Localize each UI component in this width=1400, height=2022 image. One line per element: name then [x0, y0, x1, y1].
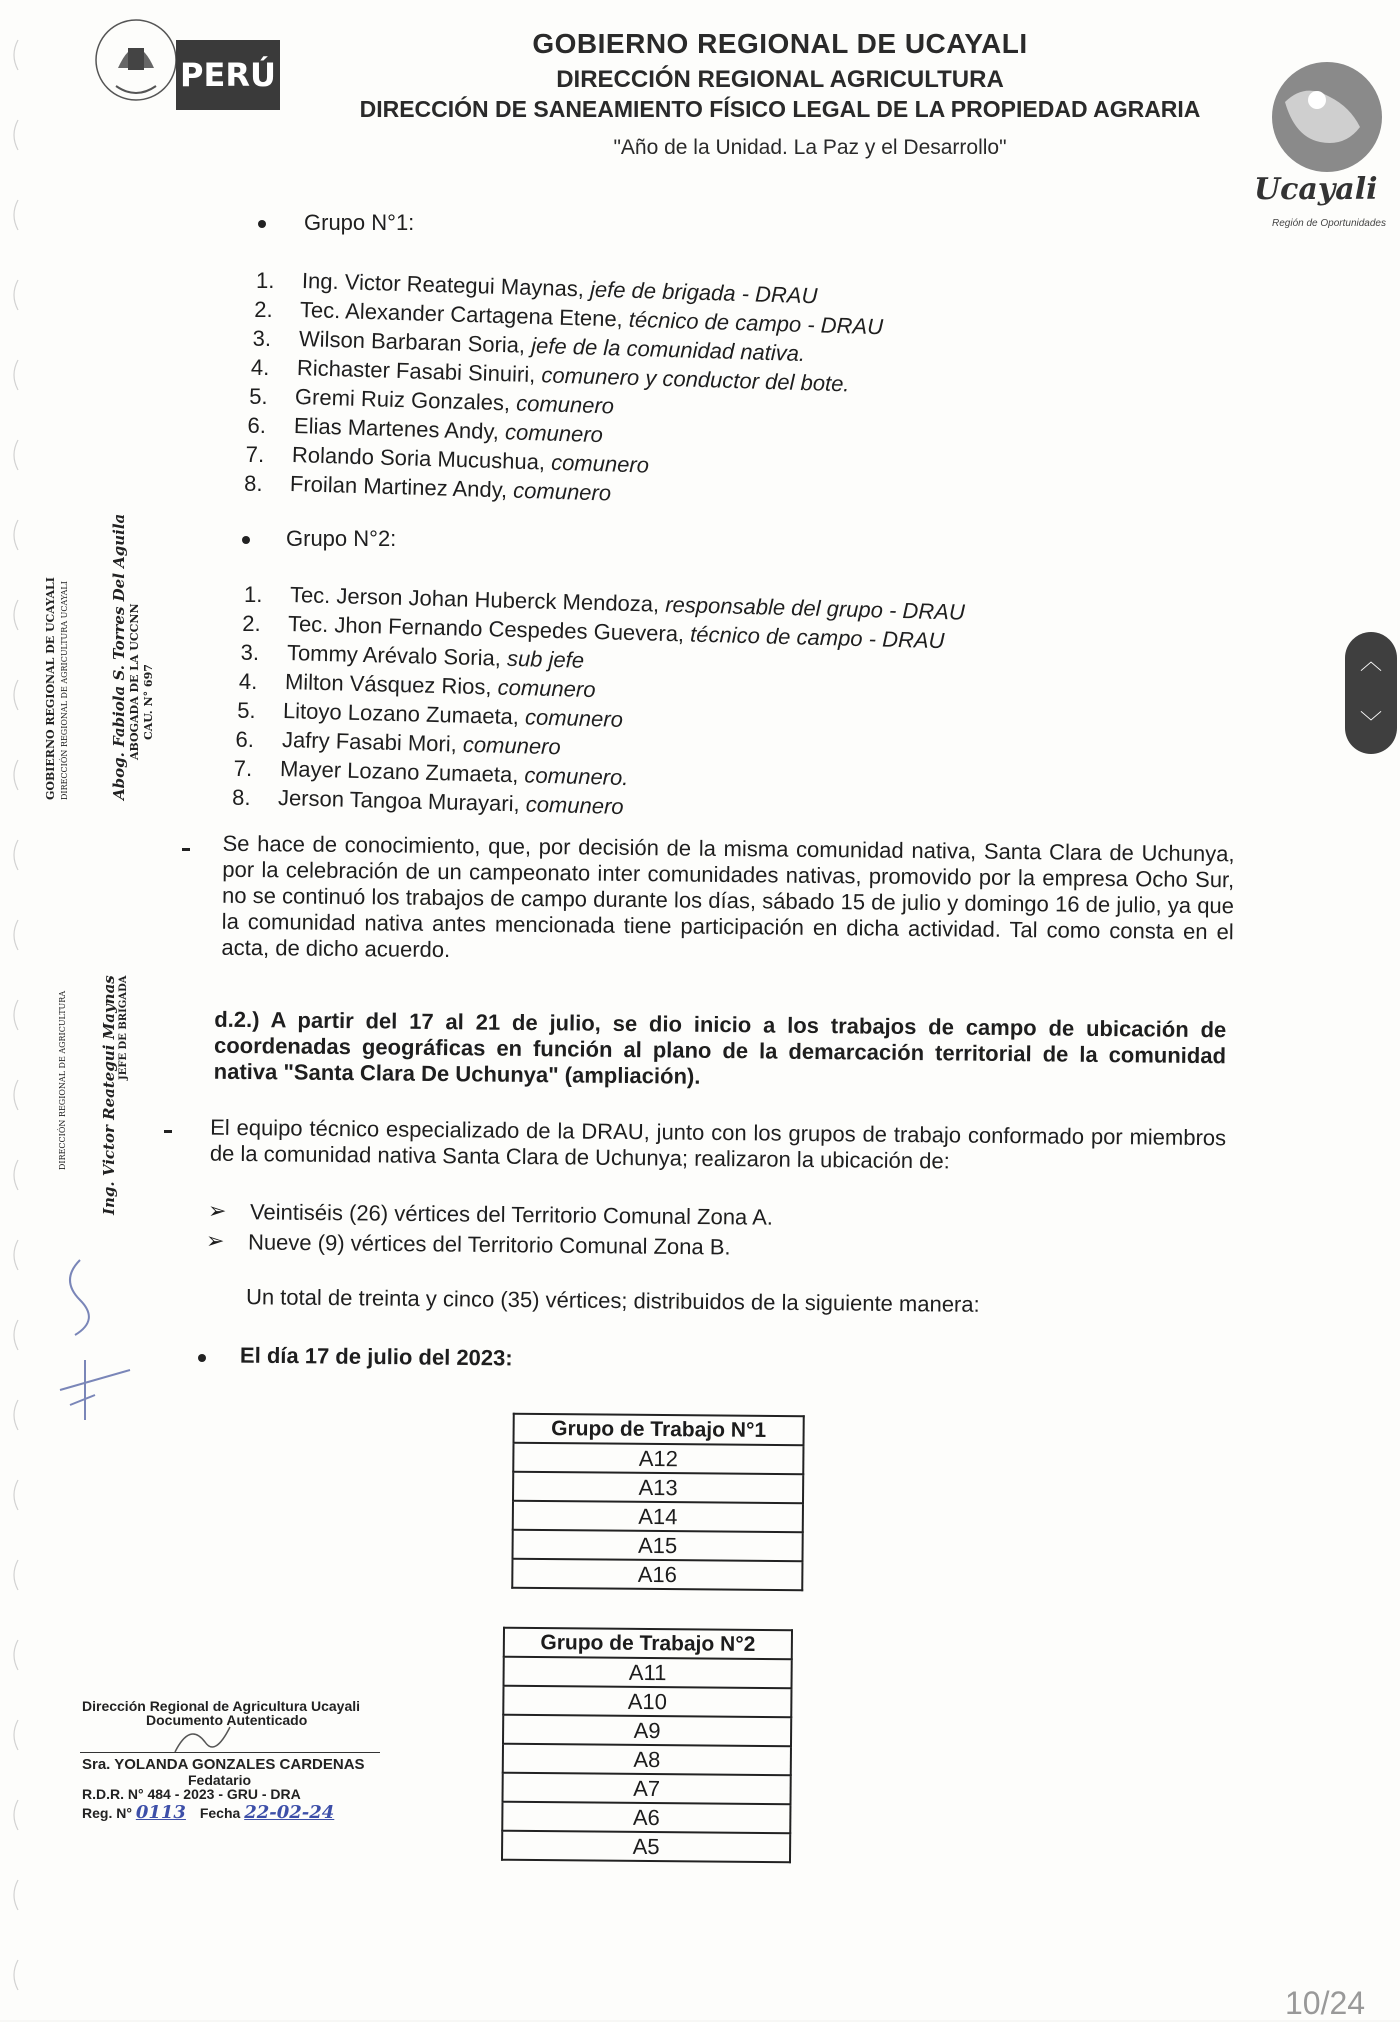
table-row [513, 1501, 803, 1533]
member-name: Tec. Jerson Johan Huberck Mendoza, [289, 582, 666, 617]
chevron-up-icon[interactable]: ︿ [1359, 649, 1382, 675]
header-line3: DIRECCIÓN DE SANEAMIENTO FÍSICO LEGAL DE LA PROPIEDAD AGRARIA [359, 96, 1201, 122]
vertex-cell: A8 [503, 1744, 791, 1776]
member-role: responsable del grupo - DRAU [664, 591, 966, 625]
list-item-number: 2. [242, 611, 261, 636]
paragraph-d2: d.2.) A partir del 17 al 21 de julio, se dio inicio a los trabajos de campo de ubicación de coordenadas geográficas en función al plano de la demarcación territorial de la comunidad nativa "Santa Clara De Uchunya" (ampliación). [213, 1006, 1227, 1089]
member-role: comunero [516, 390, 615, 419]
list-item-number: 6. [247, 413, 266, 438]
fedatario-reg [82, 1802, 334, 1823]
list-item [285, 669, 596, 703]
member-name: Tommy Arévalo Soria, [286, 640, 507, 671]
member-name: Milton Vásquez Rios, [284, 669, 498, 700]
list-item-number: 4. [250, 355, 270, 380]
vertex-cell: A15 [512, 1530, 802, 1562]
header-line4: "Año de la Unidad. La Paz y el Desarrollo" [613, 136, 1007, 159]
table-row [503, 1686, 791, 1718]
list-item-number: 5. [249, 384, 268, 409]
arrow-bullet-icon: ➢ [208, 1198, 227, 1223]
member-role: jefe de la comunidad nativa. [530, 332, 806, 367]
member-name: Wilson Barbaran Soria, [298, 326, 532, 358]
stamp-gobierno-line: GOBIERNO REGIONAL DE UCAYALI [44, 577, 57, 800]
table-row [512, 1559, 802, 1591]
vertex-cell: A10 [503, 1686, 791, 1718]
member-role: sub jefe [506, 645, 584, 673]
member-role: comunero [550, 449, 650, 478]
vertex-cell: A11 [504, 1657, 792, 1689]
ucayali-logo-text: Ucayali [1254, 172, 1378, 207]
grupo1-title: Grupo N°1: [304, 210, 415, 235]
header-line2: DIRECCIÓN REGIONAL AGRICULTURA [556, 66, 1004, 93]
grupo-trabajo-2-table [501, 1627, 793, 1864]
member-role: comunero [497, 674, 596, 703]
handwritten-signature [30, 1240, 140, 1440]
vertex-cell: A16 [512, 1559, 802, 1591]
member-role: jefe de brigada - DRAU [589, 276, 818, 309]
fedatario-autenticado: Documento Autenticado [146, 1712, 308, 1728]
table-row [513, 1472, 803, 1504]
header-line1: GOBIERNO REGIONAL DE UCAYALI [532, 28, 1028, 59]
table-row [502, 1773, 790, 1805]
grupo-trabajo-1-table [511, 1413, 805, 1592]
stamp-direccion-line: DIRECCIÓN REGIONAL DE AGRICULTURA UCAYALI [60, 581, 69, 800]
page-scroll-control [1345, 632, 1397, 754]
fedatario-divider [80, 1752, 380, 1753]
list-item-number: 7. [245, 442, 265, 467]
dia-17-heading: El día 17 de julio del 2023: [239, 1342, 513, 1371]
member-name: Mayer Lozano Zumaeta, [279, 756, 525, 788]
list-item-number: 7. [233, 756, 253, 781]
member-name: Jafry Fasabi Mori, [281, 727, 463, 757]
member-role: técnico de campo - DRAU [628, 306, 884, 340]
fedatario-label: Fedatario [188, 1772, 252, 1788]
bullet-icon [242, 536, 250, 544]
list-item-number: 8. [244, 471, 263, 496]
reg-value: 0113 [135, 1802, 186, 1823]
member-name: Tec. Jhon Fernando Cespedes Guevera, [287, 611, 691, 647]
member-name: Ing. Victor Reategui Maynas, [301, 268, 591, 302]
table-header: Grupo de Trabajo N°2 [504, 1628, 792, 1660]
member-name: Froilan Martinez Andy, [289, 471, 514, 503]
vertices-item: Veintiséis (26) vértices del Territorio Comunal Zona A. [249, 1199, 774, 1230]
member-name: Richaster Fasabi Sinuiri, [296, 355, 542, 388]
bullet-icon [198, 1354, 206, 1362]
member-role: comunero [462, 731, 561, 760]
member-name: Jerson Tangoa Murayari, [277, 785, 527, 817]
list-item-number: 3. [240, 640, 259, 665]
fedatario-rdr: R.D.R. N° 484 - 2023 - GRU - DRA [82, 1786, 301, 1802]
vertices-item: Nueve (9) vértices del Territorio Comunal Zona B. [247, 1229, 731, 1260]
fedatario-direccion: Dirección Regional de Agricultura Ucayali [82, 1698, 361, 1714]
table-row [502, 1802, 790, 1834]
list-item-number: 8. [232, 785, 251, 810]
vertex-cell: A13 [513, 1472, 803, 1504]
paragraph-conocimiento: Se hace de conocimiento, que, por decisión de la misma comunidad nativa, Santa Clara de Uchunya, por la celebración de un campeonato inter comunidades nativas, promovido por la empresa Ocho Sur, no se continuó los trabajos de campo durante los días, sábado 15 de julio y domingo 16 de julio, ya que la comunidad nativa antes mencionada tiene participación en dicha actividad. Tal como consta en el acta, de dicho acuerdo. [221, 830, 1235, 963]
list-item [281, 727, 560, 760]
table-row [503, 1744, 791, 1776]
vertex-cell: A12 [513, 1443, 803, 1475]
stamp-brigada-title: JEFE DE BRIGADA [118, 975, 129, 1080]
stamp-brigada-name: Ing. Victor Reategui Maynas [100, 975, 118, 1215]
stamp-brigada-direccion: DIRECCIÓN REGIONAL DE AGRICULTURA [58, 990, 67, 1170]
table-row [512, 1530, 802, 1562]
stamp-abogada-cau: CAU. N° 697 [142, 664, 155, 740]
vertex-cell: A6 [502, 1802, 790, 1834]
paragraph-equipo: El equipo técnico especializado de la DRAU, junto con los grupos de trabajo conformado por miembros de la comunidad nativa Santa Clara de Uchunya; realizaron la ubicación de: [209, 1114, 1227, 1174]
member-name: Tec. Alexander Cartagena Etene, [299, 297, 630, 332]
fedatario-name: Sra. YOLANDA GONZALES CARDENAS [82, 1756, 365, 1773]
chevron-down-icon[interactable]: ﹀ [1359, 710, 1382, 736]
list-item-number: 5. [237, 698, 256, 723]
vertex-cell: A9 [503, 1715, 791, 1747]
dash-bullet [182, 848, 190, 851]
dash-bullet [164, 1130, 172, 1133]
member-role: comunero [525, 791, 625, 820]
page-indicator: 10/24 [1285, 1985, 1366, 2021]
vertex-cell: A5 [502, 1831, 790, 1863]
table-row [504, 1657, 792, 1689]
member-role: técnico de campo - DRAU [690, 621, 946, 654]
arrow-bullet-icon: ➢ [206, 1228, 225, 1253]
list-item-number: 3. [252, 326, 271, 351]
table-row [503, 1715, 791, 1747]
member-name: Rolando Soria Mucushua, [291, 442, 552, 475]
member-name: Elias Martenes Andy, [293, 413, 505, 445]
member-role: comunero. [523, 762, 629, 791]
member-name: Gremi Ruiz Gonzales, [294, 384, 517, 416]
stamp-abogada-name: Abog. Fabiola S. Torres Del Aguila [110, 513, 128, 800]
table-header: Grupo de Trabajo N°1 [514, 1414, 804, 1446]
fecha-value: 22-02-24 [244, 1802, 335, 1823]
list-item-number: 1. [256, 268, 275, 293]
ucayali-logo-subtitle: Región de Oportunidades [1272, 218, 1386, 229]
list-item-number: 2. [254, 297, 273, 322]
table-row [513, 1443, 803, 1475]
grupo2-title: Grupo N°2: [286, 526, 397, 551]
fecha-label: Fecha [199, 1805, 241, 1821]
ucayali-globe-icon [1255, 62, 1400, 237]
binder-holes [6, 0, 20, 2020]
list-item-number: 1. [244, 582, 263, 607]
list-item-number: 6. [235, 727, 254, 752]
member-role: comunero [504, 419, 603, 448]
member-role: comunero [524, 704, 624, 732]
bullet-icon [258, 220, 266, 228]
vertex-cell: A7 [502, 1773, 790, 1805]
table-row [502, 1831, 790, 1863]
list-item [278, 785, 624, 820]
member-role: comunero y conductor del bote. [540, 362, 850, 397]
stamp-abogada-title: ABOGADA DE LA UCCNN [128, 603, 141, 760]
reg-label: Reg. N° [82, 1805, 132, 1821]
peru-logo: PERÚ [176, 40, 280, 110]
list-item [290, 471, 612, 507]
member-role: comunero [512, 477, 612, 506]
list-item-number: 4. [238, 669, 258, 694]
vertex-cell: A14 [513, 1501, 803, 1533]
member-name: Litoyo Lozano Zumaeta, [282, 698, 526, 730]
list-item [286, 640, 584, 674]
total-vertices-text: Un total de treinta y cinco (35) vértices; distribuidos de la siguiente manera: [245, 1284, 980, 1317]
